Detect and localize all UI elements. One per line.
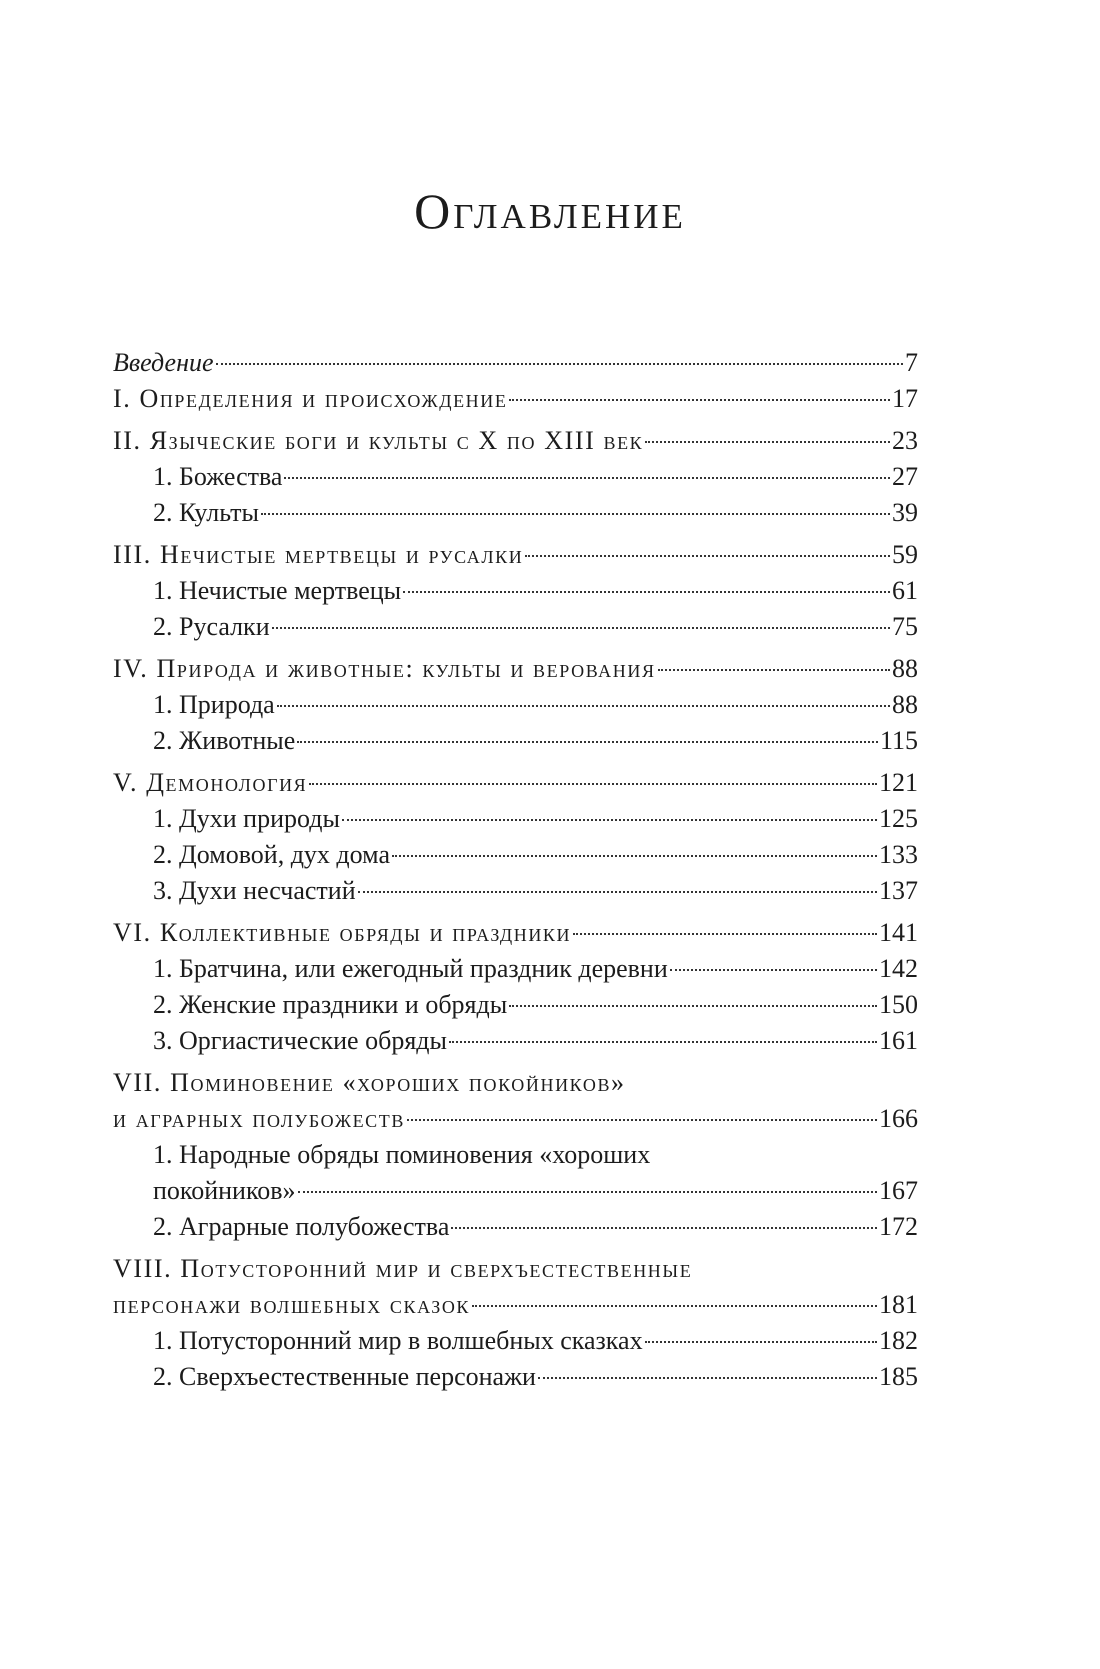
toc-entry-page: 185 [879,1362,918,1391]
toc-entry [153,723,918,759]
toc-entry-page: 88 [892,654,918,683]
dot-leader [342,818,877,821]
toc-entry-title: 2. Животные [153,726,296,755]
toc-entry [153,1323,918,1359]
toc-entry-title: V. Демонология [113,768,308,797]
toc-entry-title: 2. Домовой, дух дома [153,840,390,869]
toc-entry [153,573,918,609]
toc-entry [153,951,918,987]
dot-leader [284,476,890,479]
toc-entry-page: 133 [879,840,918,869]
toc-entry-title: 1. Божества [153,462,283,491]
toc-entry-title: 1. Нечистые мертвецы [153,576,402,605]
toc-entry [113,1101,918,1137]
dot-leader [509,1004,877,1007]
dot-leader [645,440,890,443]
toc-entry-title: персонажи волшебных сказок [113,1290,471,1319]
toc-entry [113,651,918,687]
toc-entry [113,345,918,381]
toc-entry [113,915,918,951]
dot-leader [309,782,877,785]
toc-entry-page: 7 [905,348,918,377]
dot-leader [272,626,890,629]
toc-entry-page: 61 [892,576,918,605]
toc-entry-page: 172 [879,1212,918,1241]
dot-leader [472,1304,877,1307]
toc-entry-page: 181 [879,1290,918,1319]
toc-entry-page: 39 [892,498,918,527]
dot-leader [670,968,877,971]
toc-entry-title: IV. Природа и животные: культы и верования [113,654,656,683]
dot-leader [407,1118,877,1121]
toc-entry [153,1173,918,1209]
toc-entry [113,537,918,573]
toc-entry [153,609,918,645]
dot-leader [525,554,890,557]
dot-leader [658,668,890,671]
dot-leader [403,590,890,593]
toc-entry-title: VI. Коллективные обряды и праздники [113,918,572,947]
toc-entry-title: и аграрных полубожеств [113,1104,405,1133]
toc-entry-title-first-line: VIII. Потусторонний мир и сверхъестественные [113,1254,693,1283]
toc-entry [153,987,918,1023]
toc-entry-page: 167 [879,1176,918,1205]
toc-entry-page: 27 [892,462,918,491]
dot-leader [392,854,877,857]
toc-entry-title: 1. Братчина, или ежегодный праздник деревни [153,954,668,983]
toc-entry-title-first-line: VII. Поминовение «хороших покойников» [113,1068,626,1097]
toc-entry-page: 121 [879,768,918,797]
toc-entry [153,1209,918,1245]
toc-entry-page: 125 [879,804,918,833]
toc-entry-title: 2. Культы [153,498,259,527]
toc-entry-page: 141 [879,918,918,947]
toc-entry-page: 88 [892,690,918,719]
page-title: Оглавление [414,183,686,239]
toc-entry-page: 115 [879,726,918,755]
toc-entry [113,423,918,459]
toc-entry-page: 23 [892,426,918,455]
dot-leader [358,890,877,893]
toc-entry-page: 75 [892,612,918,641]
toc-entry [153,495,918,531]
toc-entry-title: 1. Духи природы [153,804,340,833]
toc-entry-page: 137 [879,876,918,905]
toc-entry [153,1359,918,1395]
toc-entry-title: 2. Русалки [153,612,270,641]
toc-entry [113,381,918,417]
toc-entry [113,1287,918,1323]
dot-leader [451,1226,877,1229]
toc-entry-page: 59 [892,540,918,569]
dot-leader [297,740,878,743]
dot-leader [538,1376,877,1379]
toc-entry-page: 142 [879,954,918,983]
toc-entry-page: 166 [879,1104,918,1133]
toc-entry-page: 161 [879,1026,918,1055]
dot-leader [449,1040,877,1043]
toc-entry [153,837,918,873]
toc-entry-page: 150 [879,990,918,1019]
toc-entry [153,687,918,723]
toc-entry-title: 1. Потусторонний мир в волшебных сказках [153,1326,643,1355]
toc-entry-title: покойников» [153,1176,296,1205]
dot-leader [216,362,903,365]
toc-entry-title: Введение [113,348,214,377]
dot-leader [645,1340,877,1343]
dot-leader [573,932,877,935]
toc-entry-title: II. Языческие боги и культы с X по XIII век [113,426,644,455]
dot-leader [509,398,890,401]
toc-entry [113,765,918,801]
toc-entry-page: 182 [879,1326,918,1355]
toc-entry-title: III. Нечистые мертвецы и русалки [113,540,524,569]
toc-entry [153,801,918,837]
toc-entry [153,1023,918,1059]
toc-entry [153,459,918,495]
toc-entry-title: 1. Природа [153,690,275,719]
toc-entry-title-first-line: 1. Народные обряды поминовения «хороших [153,1140,651,1169]
toc-entry-title: 2. Женские праздники и обряды [153,990,508,1019]
dot-leader [277,704,890,707]
dot-leader [261,512,890,515]
toc-entry-title: 2. Аграрные полубожества [153,1212,450,1241]
toc-entry-title: 3. Духи несчастий [153,876,356,905]
toc-entry-title: 2. Сверхъестественные персонажи [153,1362,536,1391]
dot-leader [298,1190,877,1193]
toc-entry-page: 17 [892,384,918,413]
toc-entry [153,873,918,909]
toc-entry-title: 3. Оргиастические обряды [153,1026,447,1055]
toc-entry-title: I. Определения и происхождение [113,384,508,413]
